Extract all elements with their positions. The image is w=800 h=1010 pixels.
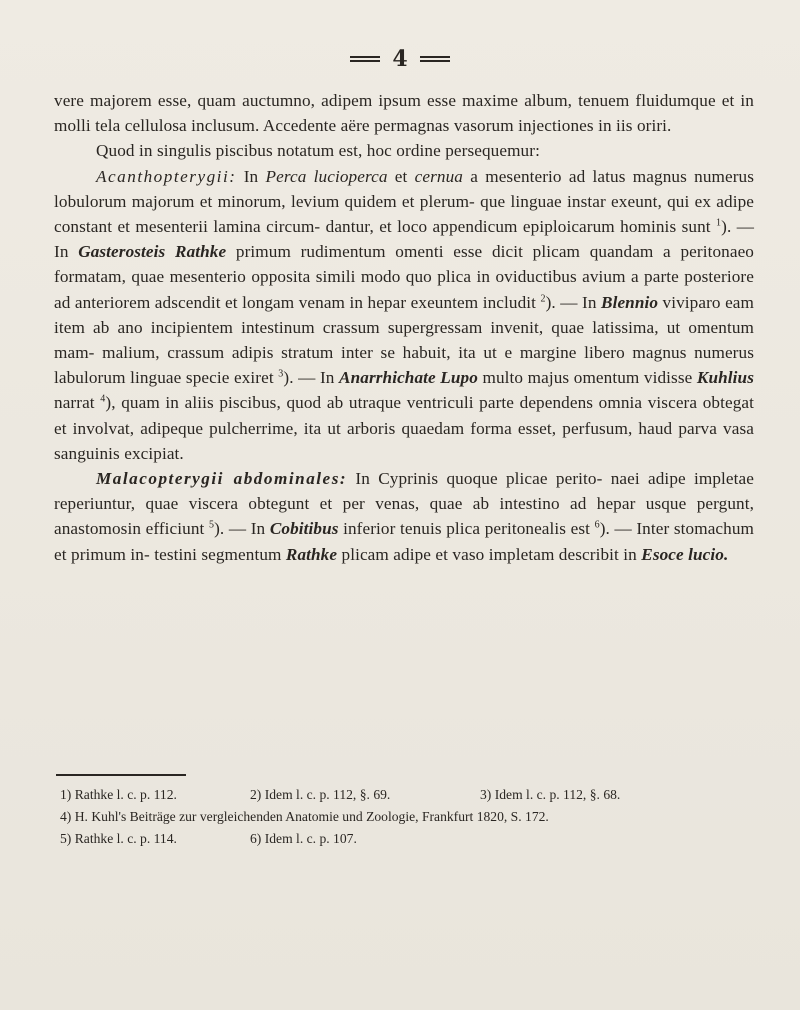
species-name: Perca lucioperca xyxy=(265,166,388,186)
section-label: Acanthopterygii: xyxy=(96,166,237,186)
text-line: avium a parte posteriore ad anteriorem adscendit et longam venam in hepar xyxy=(54,267,754,312)
page-header xyxy=(0,46,800,72)
paragraph-acanthopterygii xyxy=(54,164,754,466)
section-label: Malacopterygii abdominales: xyxy=(96,469,348,489)
genus-name: Blennio xyxy=(601,292,659,312)
text-fragment: In Cyprinis quoque plicae perito- xyxy=(347,469,603,489)
text-line: tenuem fluidumque et in molli tela cellulosa inclusum. Accedente aëre xyxy=(54,91,755,136)
text-line: malium, crassum adipis stratum inter se habuit, ita ut e margine libero xyxy=(102,343,625,363)
footnote-3: 3) Idem l. c. p. 112, §. 68. xyxy=(480,787,621,802)
text-line: vere majorem esse, quam auctumno, adipem ipsum esse maxime album, xyxy=(54,91,573,110)
species-name: Anarrhichate Lupo xyxy=(339,368,478,388)
text-line: primum rudimentum omenti esse dicit plicam quandam a peritonaeo xyxy=(226,242,754,262)
author-name: Rathke xyxy=(285,544,338,564)
text-line: intestinum crassum supergressam invenit, quae latissima, ut omentum mam- xyxy=(54,317,755,363)
text-line: naei adipe impletae reperiuntur, quae viscera obtegunt et per venas, quae xyxy=(54,469,754,514)
paragraph-2 xyxy=(54,138,754,163)
text-line: adipeque pulcherrime, ita ut arboris quaedam forma esset, perfusum, haud xyxy=(140,418,673,438)
species-name: cernua xyxy=(414,166,463,186)
author-name: Rathke xyxy=(175,242,227,262)
author-name: Kuhlius xyxy=(696,368,754,388)
page-number: 4 xyxy=(392,46,408,72)
text-line: que linguae instar exeunt, qui ex adipe constant et mesenterii lamina circum- xyxy=(54,191,754,237)
footnotes xyxy=(60,784,760,850)
text-fragment: inferior tenuis plica peritonealis est xyxy=(343,519,591,539)
text-line: parva vasa sanguinis excipiat. xyxy=(54,418,754,463)
text-line: Quod in singulis piscibus notatum est, hoc ordine persequemur: xyxy=(96,141,540,161)
right-ornament-icon xyxy=(418,53,452,65)
text-fragment: magnus numerus labulorum linguae specie exiret xyxy=(54,343,754,388)
text-line: dantur, et loco appendicum epiploicarum hominis sunt xyxy=(325,217,711,237)
text-fragment: ). — In xyxy=(545,292,602,312)
genus-name: Cobitibus xyxy=(269,519,339,539)
footnote-4: 4) H. Kuhl's Beiträge zur vergleichenden Anatomie und Zoologie, Frankfurt 1820, S. 172. xyxy=(60,809,549,824)
paragraph-1 xyxy=(54,88,754,138)
genus-name: Gasterosteis xyxy=(78,242,166,262)
text-fragment: In xyxy=(236,166,266,186)
text-line: permagnas vasorum injectiones in iis oriri. xyxy=(374,116,672,136)
left-ornament-icon xyxy=(348,53,382,65)
text-fragment: ). — In xyxy=(54,217,755,262)
footnote-2: 2) Idem l. c. p. 112, §. 69. xyxy=(250,787,391,802)
text-fragment: testini segmentum xyxy=(154,544,286,564)
text-line: magnus numerus lobulorum majorum et minorum, levium quidem et plerum- xyxy=(54,166,755,211)
text-line: ab utraque ventriculi parte dependens omnia viscera obtegat et involvat, xyxy=(54,393,754,438)
text-fragment: ), quam in aliis piscibus, quod xyxy=(105,393,322,413)
text-fragment: ab intestino ad hepar usque pergunt, anastomosin efficiunt xyxy=(54,494,754,539)
text-fragment: ). — In xyxy=(214,519,270,539)
text-fragment: a mesenterio ad latus xyxy=(462,166,626,186)
paragraph-malacopterygii xyxy=(54,466,754,567)
text-fragment: ). — Inter stomachum et primum in- xyxy=(54,519,755,564)
text-fragment: narrat xyxy=(54,393,95,413)
species-name: Esoce lucio. xyxy=(641,544,729,564)
main-text xyxy=(54,88,754,567)
footnote-row xyxy=(60,806,760,828)
footnote-ref: 5 xyxy=(208,519,215,531)
text-line: formatam, quae mesenterio opposita simili modo quo plica in oviductibus xyxy=(54,267,577,287)
footnote-5: 5) Rathke l. c. p. 114. xyxy=(60,831,177,846)
text-fragment: ). — In xyxy=(283,368,340,388)
footnote-ref: 3 xyxy=(278,368,284,380)
text-fragment: multo majus omentum vidisse xyxy=(482,368,697,388)
footnote-row xyxy=(60,784,760,806)
text-fragment: viviparo eam item ab ano incipientem xyxy=(54,292,754,337)
text-fragment: exeuntem includit xyxy=(410,292,537,312)
footnote-ref: 4 xyxy=(100,393,106,405)
footnote-row xyxy=(60,828,760,850)
footnote-1: 1) Rathke l. c. p. 112. xyxy=(60,787,177,802)
footnote-ref: 2 xyxy=(540,292,546,304)
text-fragment: plicam adipe et vaso impletam describit in xyxy=(337,544,642,564)
footnote-ref: 6 xyxy=(594,519,600,531)
footnote-6: 6) Idem l. c. p. 107. xyxy=(250,831,357,846)
footnote-ref: 1 xyxy=(716,217,722,229)
footnote-divider xyxy=(56,774,186,776)
text-fragment: et xyxy=(387,166,415,186)
